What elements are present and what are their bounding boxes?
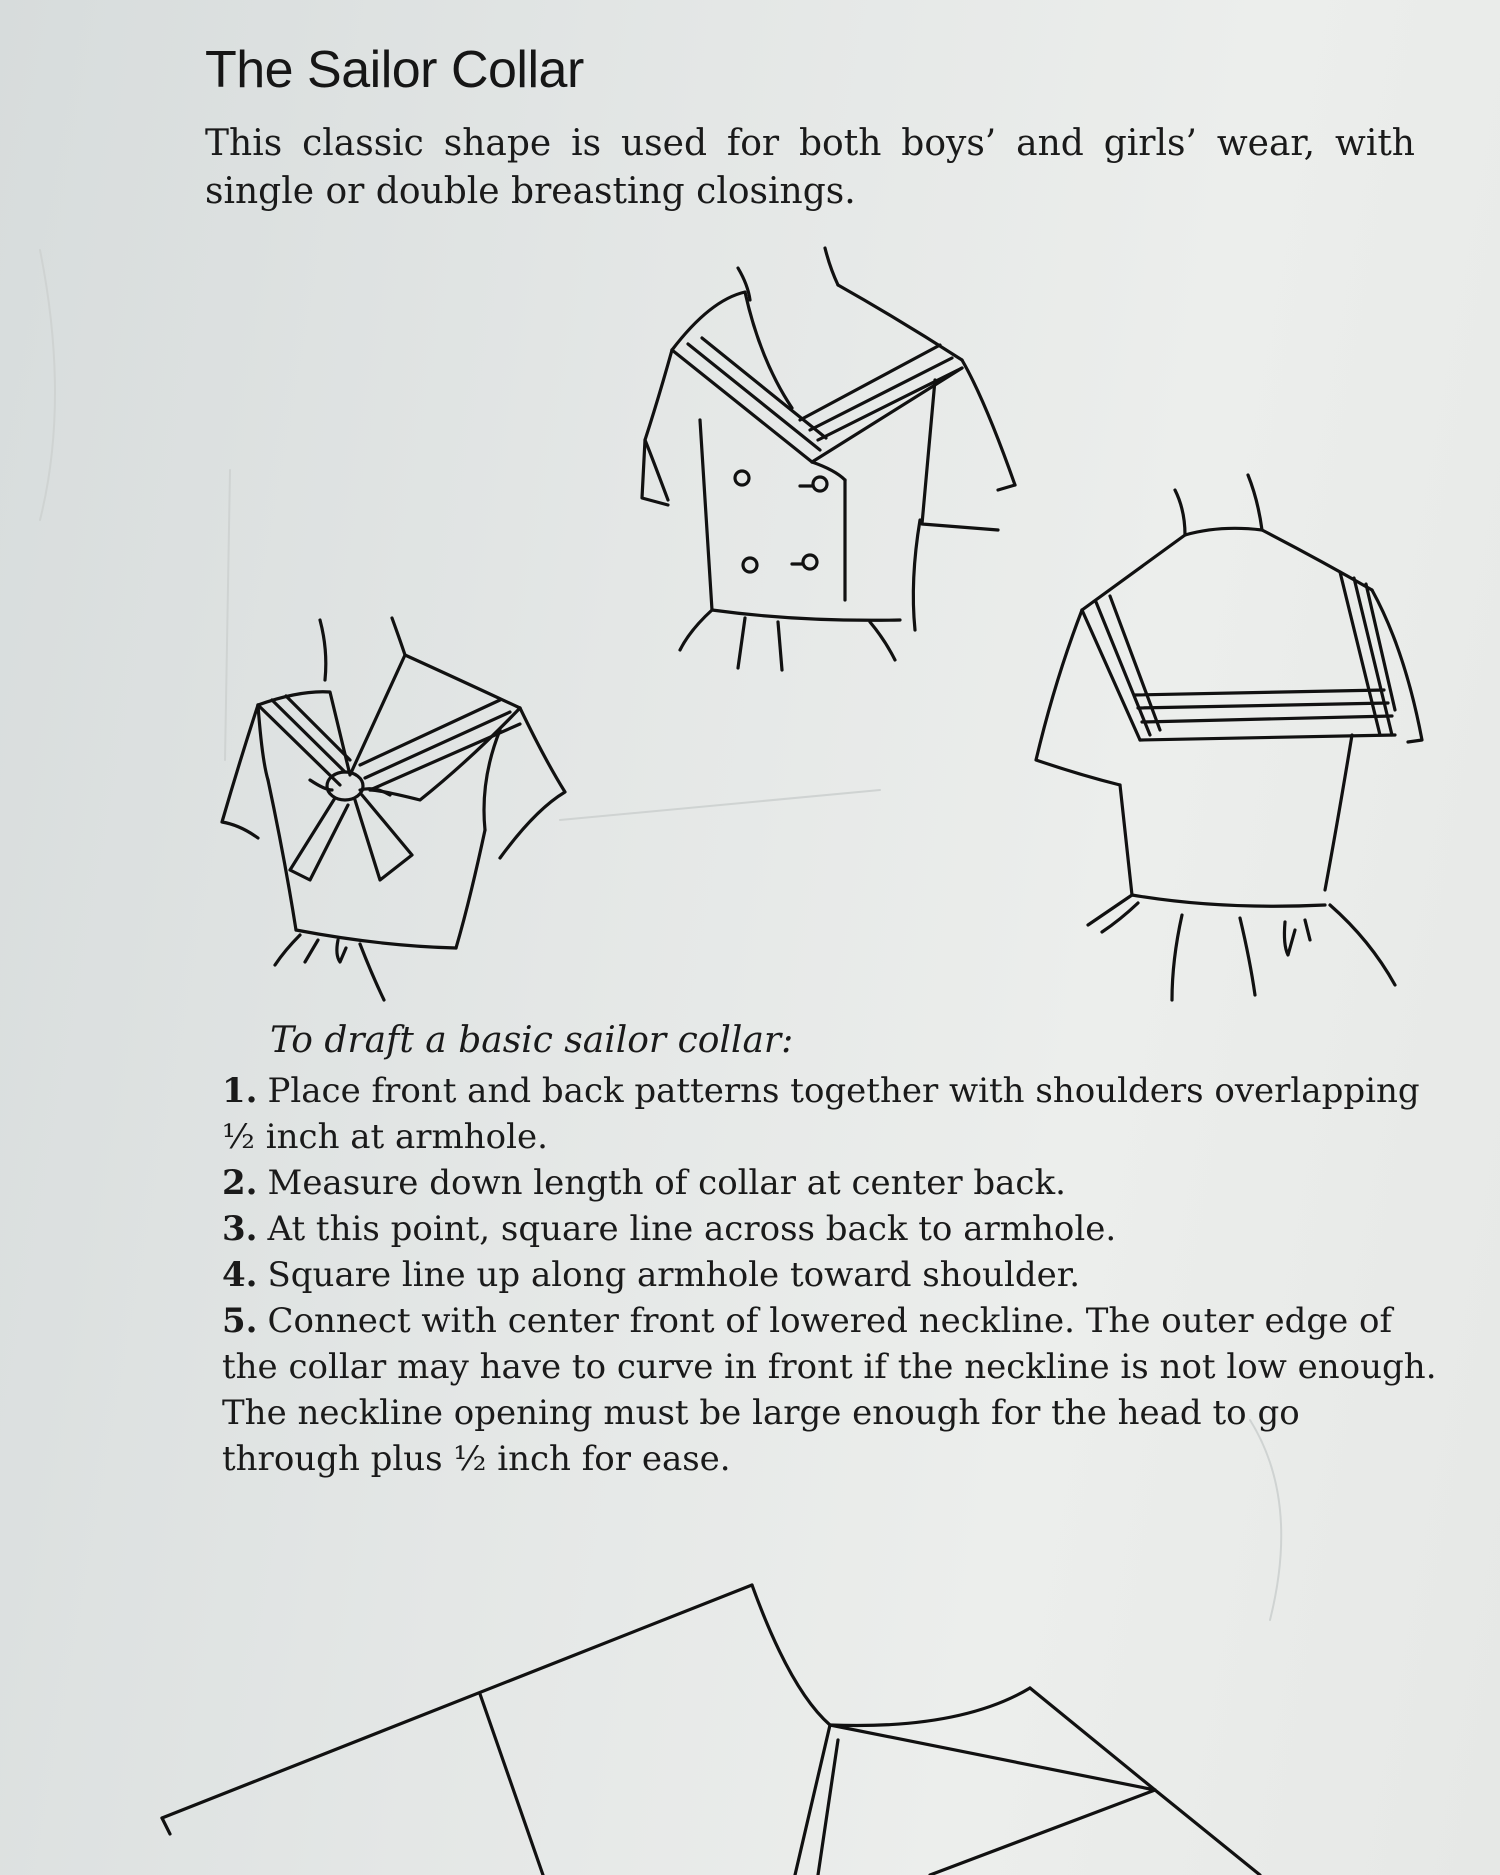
step-text: At this point, square line across back to armhole. xyxy=(267,1209,1117,1249)
step-number: 2. xyxy=(222,1163,258,1203)
step-text: Connect with center front of lowered neckline. The outer edge of the collar may have to curve in front if the neckline is not low enough. The neckline opening must be large enough for the head to go through plus ½ inch for ease. xyxy=(222,1301,1437,1479)
step-text: Square line up along armhole toward shoulder. xyxy=(267,1255,1081,1295)
step-number: 3. xyxy=(222,1209,258,1249)
page-title: The Sailor Collar xyxy=(205,41,584,99)
step-number: 4. xyxy=(222,1255,258,1295)
step-text: Place front and back patterns together with shoulders overlapping ½ inch at armhole. xyxy=(222,1071,1420,1157)
step-text: Measure down length of collar at center back. xyxy=(267,1163,1066,1203)
step-number: 5. xyxy=(222,1301,258,1341)
draft-instructions-heading: To draft a basic sailor collar: xyxy=(270,1020,794,1061)
step-number: 1. xyxy=(222,1071,258,1111)
intro-paragraph: This classic shape is used for both boys’ and girls’ wear, with single or double breasting closings. xyxy=(205,123,1415,212)
